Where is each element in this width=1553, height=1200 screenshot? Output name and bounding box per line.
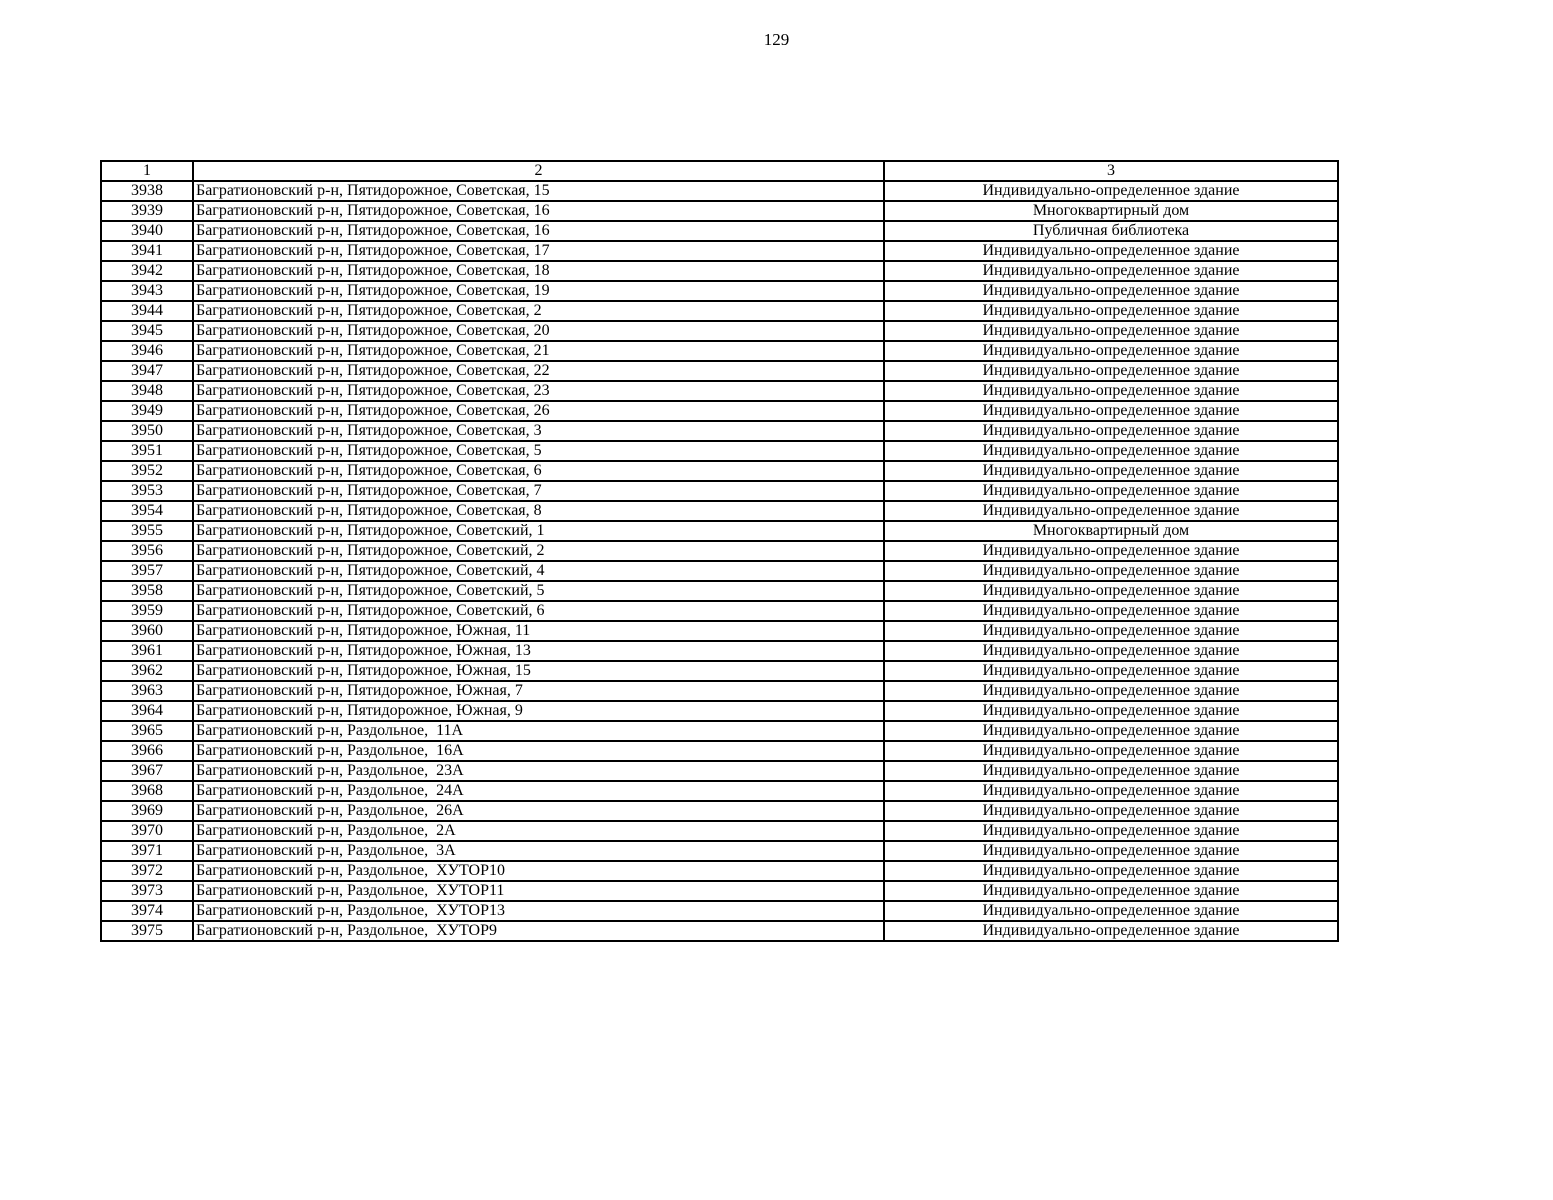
- row-number: 3957: [101, 561, 193, 581]
- address-cell: Багратионовский р-н, Пятидорожное, Советская, 2: [193, 301, 884, 321]
- table-row: [101, 241, 1338, 261]
- table-row: [101, 321, 1338, 341]
- building-type-cell: Индивидуально-определенное здание: [884, 181, 1338, 201]
- column-header-1: 1: [101, 161, 193, 181]
- building-type-cell: Индивидуально-определенное здание: [884, 421, 1338, 441]
- building-type-cell: Индивидуально-определенное здание: [884, 801, 1338, 821]
- column-header-3: 3: [884, 161, 1338, 181]
- building-type-cell: Индивидуально-определенное здание: [884, 441, 1338, 461]
- building-type-cell: Индивидуально-определенное здание: [884, 881, 1338, 901]
- building-type-cell: Индивидуально-определенное здание: [884, 641, 1338, 661]
- row-number: 3970: [101, 821, 193, 841]
- row-number: 3971: [101, 841, 193, 861]
- building-type-cell: Индивидуально-определенное здание: [884, 621, 1338, 641]
- table-body: [101, 161, 1338, 941]
- building-type-cell: Индивидуально-определенное здание: [884, 701, 1338, 721]
- address-cell: Багратионовский р-н, Пятидорожное, Советская, 3: [193, 421, 884, 441]
- table-row: [101, 481, 1338, 501]
- table-row: [101, 441, 1338, 461]
- building-type-cell: Публичная библиотека: [884, 221, 1338, 241]
- building-type-cell: Многоквартирный дом: [884, 201, 1338, 221]
- address-cell: Багратионовский р-н, Раздольное, 3А: [193, 841, 884, 861]
- building-type-cell: Индивидуально-определенное здание: [884, 901, 1338, 921]
- table-row: [101, 421, 1338, 441]
- table-row: [101, 461, 1338, 481]
- table-row: [101, 361, 1338, 381]
- table-row: [101, 541, 1338, 561]
- address-cell: Багратионовский р-н, Раздольное, 11А: [193, 721, 884, 741]
- row-number: 3969: [101, 801, 193, 821]
- building-type-cell: Индивидуально-определенное здание: [884, 241, 1338, 261]
- row-number: 3946: [101, 341, 193, 361]
- building-type-cell: Индивидуально-определенное здание: [884, 761, 1338, 781]
- address-cell: Багратионовский р-н, Пятидорожное, Советская, 18: [193, 261, 884, 281]
- buildings-table: [100, 160, 1339, 942]
- building-type-cell: Индивидуально-определенное здание: [884, 781, 1338, 801]
- address-cell: Багратионовский р-н, Раздольное, 2А: [193, 821, 884, 841]
- row-number: 3958: [101, 581, 193, 601]
- row-number: 3939: [101, 201, 193, 221]
- building-type-cell: Индивидуально-определенное здание: [884, 381, 1338, 401]
- address-cell: Багратионовский р-н, Пятидорожное, Советская, 16: [193, 221, 884, 241]
- address-cell: Багратионовский р-н, Пятидорожное, Советский, 2: [193, 541, 884, 561]
- table-row: [101, 701, 1338, 721]
- row-number: 3941: [101, 241, 193, 261]
- row-number: 3952: [101, 461, 193, 481]
- table-row: [101, 281, 1338, 301]
- address-cell: Багратионовский р-н, Пятидорожное, Советская, 22: [193, 361, 884, 381]
- building-type-cell: Индивидуально-определенное здание: [884, 561, 1338, 581]
- address-cell: Багратионовский р-н, Пятидорожное, Советская, 20: [193, 321, 884, 341]
- building-type-cell: Многоквартирный дом: [884, 521, 1338, 541]
- building-type-cell: Индивидуально-определенное здание: [884, 261, 1338, 281]
- table-row: [101, 221, 1338, 241]
- row-number: 3968: [101, 781, 193, 801]
- address-cell: Багратионовский р-н, Пятидорожное, Советский, 1: [193, 521, 884, 541]
- building-type-cell: Индивидуально-определенное здание: [884, 601, 1338, 621]
- table-row: [101, 921, 1338, 941]
- address-cell: Багратионовский р-н, Пятидорожное, Советская, 17: [193, 241, 884, 261]
- row-number: 3942: [101, 261, 193, 281]
- address-cell: Багратионовский р-н, Пятидорожное, Советская, 15: [193, 181, 884, 201]
- address-cell: Багратионовский р-н, Пятидорожное, Советская, 5: [193, 441, 884, 461]
- row-number: 3959: [101, 601, 193, 621]
- row-number: 3947: [101, 361, 193, 381]
- table-header-row: [101, 161, 1338, 181]
- building-type-cell: Индивидуально-определенное здание: [884, 721, 1338, 741]
- building-type-cell: Индивидуально-определенное здание: [884, 741, 1338, 761]
- table-row: [101, 821, 1338, 841]
- address-cell: Багратионовский р-н, Пятидорожное, Советский, 6: [193, 601, 884, 621]
- row-number: 3938: [101, 181, 193, 201]
- table-row: [101, 901, 1338, 921]
- table-row: [101, 601, 1338, 621]
- address-cell: Багратионовский р-н, Пятидорожное, Южная, 7: [193, 681, 884, 701]
- building-type-cell: Индивидуально-определенное здание: [884, 661, 1338, 681]
- table-row: [101, 841, 1338, 861]
- row-number: 3940: [101, 221, 193, 241]
- building-type-cell: Индивидуально-определенное здание: [884, 861, 1338, 881]
- table-row: [101, 521, 1338, 541]
- building-type-cell: Индивидуально-определенное здание: [884, 461, 1338, 481]
- building-type-cell: Индивидуально-определенное здание: [884, 921, 1338, 941]
- table-row: [101, 861, 1338, 881]
- address-cell: Багратионовский р-н, Пятидорожное, Советская, 19: [193, 281, 884, 301]
- address-cell: Багратионовский р-н, Раздольное, ХУТОР13: [193, 901, 884, 921]
- address-cell: Багратионовский р-н, Пятидорожное, Южная, 13: [193, 641, 884, 661]
- address-cell: Багратионовский р-н, Пятидорожное, Советский, 4: [193, 561, 884, 581]
- row-number: 3974: [101, 901, 193, 921]
- address-cell: Багратионовский р-н, Пятидорожное, Советская, 8: [193, 501, 884, 521]
- address-cell: Багратионовский р-н, Раздольное, 23А: [193, 761, 884, 781]
- row-number: 3943: [101, 281, 193, 301]
- building-type-cell: Индивидуально-определенное здание: [884, 301, 1338, 321]
- building-type-cell: Индивидуально-определенное здание: [884, 481, 1338, 501]
- building-type-cell: Индивидуально-определенное здание: [884, 821, 1338, 841]
- address-cell: Багратионовский р-н, Раздольное, 26А: [193, 801, 884, 821]
- row-number: 3951: [101, 441, 193, 461]
- row-number: 3964: [101, 701, 193, 721]
- building-type-cell: Индивидуально-определенное здание: [884, 541, 1338, 561]
- table-row: [101, 621, 1338, 641]
- table-row: [101, 341, 1338, 361]
- row-number: 3953: [101, 481, 193, 501]
- table-row: [101, 721, 1338, 741]
- row-number: 3954: [101, 501, 193, 521]
- table-row: [101, 261, 1338, 281]
- address-cell: Багратионовский р-н, Пятидорожное, Южная, 15: [193, 661, 884, 681]
- address-cell: Багратионовский р-н, Раздольное, 24А: [193, 781, 884, 801]
- address-cell: Багратионовский р-н, Пятидорожное, Южная, 11: [193, 621, 884, 641]
- row-number: 3944: [101, 301, 193, 321]
- table-row: [101, 801, 1338, 821]
- column-header-2: 2: [193, 161, 884, 181]
- building-type-cell: Индивидуально-определенное здание: [884, 841, 1338, 861]
- building-type-cell: Индивидуально-определенное здание: [884, 681, 1338, 701]
- row-number: 3948: [101, 381, 193, 401]
- table-row: [101, 741, 1338, 761]
- row-number: 3973: [101, 881, 193, 901]
- address-cell: Багратионовский р-н, Пятидорожное, Советская, 21: [193, 341, 884, 361]
- row-number: 3960: [101, 621, 193, 641]
- row-number: 3950: [101, 421, 193, 441]
- building-type-cell: Индивидуально-определенное здание: [884, 581, 1338, 601]
- building-type-cell: Индивидуально-определенное здание: [884, 501, 1338, 521]
- building-type-cell: Индивидуально-определенное здание: [884, 361, 1338, 381]
- row-number: 3962: [101, 661, 193, 681]
- address-cell: Багратионовский р-н, Пятидорожное, Советская, 16: [193, 201, 884, 221]
- row-number: 3961: [101, 641, 193, 661]
- address-cell: Багратионовский р-н, Пятидорожное, Советская, 7: [193, 481, 884, 501]
- building-type-cell: Индивидуально-определенное здание: [884, 321, 1338, 341]
- building-type-cell: Индивидуально-определенное здание: [884, 341, 1338, 361]
- row-number: 3949: [101, 401, 193, 421]
- table-row: [101, 401, 1338, 421]
- address-cell: Багратионовский р-н, Раздольное, ХУТОР9: [193, 921, 884, 941]
- page-number: 129: [763, 30, 790, 49]
- building-type-cell: Индивидуально-определенное здание: [884, 281, 1338, 301]
- table-row: [101, 581, 1338, 601]
- table-row: [101, 561, 1338, 581]
- address-cell: Багратионовский р-н, Пятидорожное, Советская, 6: [193, 461, 884, 481]
- building-type-cell: Индивидуально-определенное здание: [884, 401, 1338, 421]
- table-row: [101, 201, 1338, 221]
- address-cell: Багратионовский р-н, Раздольное, ХУТОР11: [193, 881, 884, 901]
- address-cell: Багратионовский р-н, Пятидорожное, Советская, 23: [193, 381, 884, 401]
- row-number: 3975: [101, 921, 193, 941]
- table-row: [101, 881, 1338, 901]
- row-number: 3972: [101, 861, 193, 881]
- table-row: [101, 501, 1338, 521]
- address-cell: Багратионовский р-н, Пятидорожное, Южная, 9: [193, 701, 884, 721]
- table-row: [101, 681, 1338, 701]
- table-row: [101, 181, 1338, 201]
- row-number: 3955: [101, 521, 193, 541]
- row-number: 3965: [101, 721, 193, 741]
- row-number: 3967: [101, 761, 193, 781]
- table-row: [101, 301, 1338, 321]
- address-cell: Багратионовский р-н, Раздольное, 16А: [193, 741, 884, 761]
- row-number: 3956: [101, 541, 193, 561]
- address-cell: Багратионовский р-н, Пятидорожное, Советская, 26: [193, 401, 884, 421]
- row-number: 3945: [101, 321, 193, 341]
- address-cell: Багратионовский р-н, Пятидорожное, Советский, 5: [193, 581, 884, 601]
- table-row: [101, 641, 1338, 661]
- table-row: [101, 381, 1338, 401]
- table-row: [101, 761, 1338, 781]
- table-row: [101, 661, 1338, 681]
- table-row: [101, 781, 1338, 801]
- row-number: 3966: [101, 741, 193, 761]
- address-cell: Багратионовский р-н, Раздольное, ХУТОР10: [193, 861, 884, 881]
- row-number: 3963: [101, 681, 193, 701]
